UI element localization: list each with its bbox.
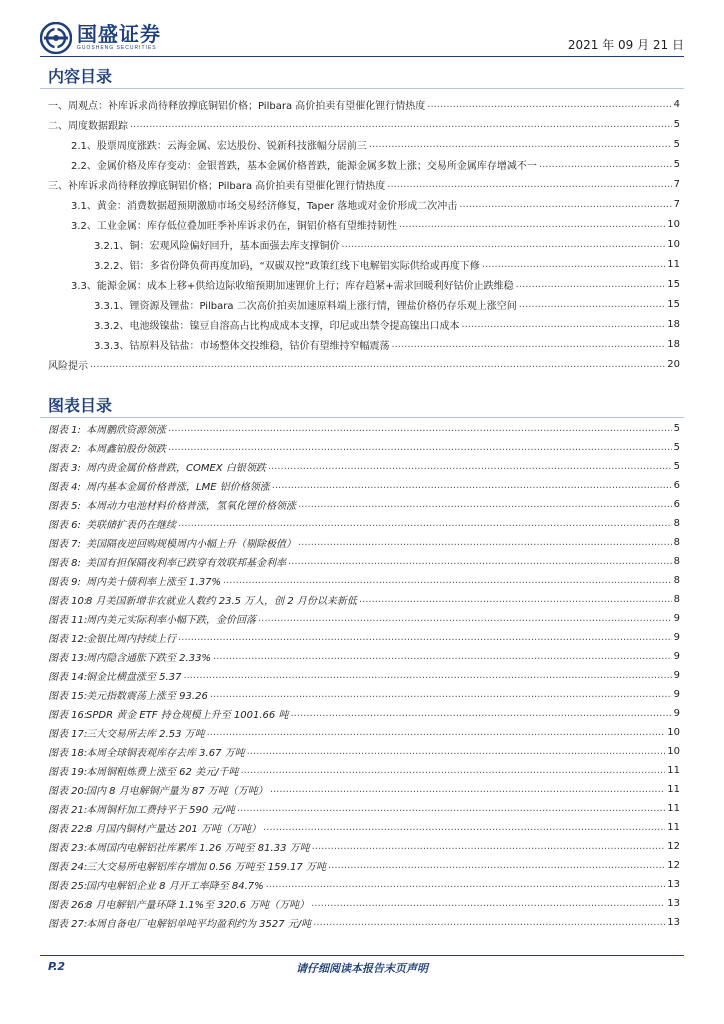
toc-entry[interactable] (48, 154, 680, 174)
figure-entry-caption: 金银比周内持续上行 (86, 634, 176, 645)
figure-entry-label: 图表 24: (48, 862, 88, 873)
dot-leader (178, 632, 672, 643)
toc-entry[interactable] (48, 174, 680, 194)
toc-entry[interactable] (48, 134, 680, 154)
figure-entry[interactable] (48, 818, 680, 837)
toc-entry-page: 18 (667, 338, 680, 350)
dot-leader (328, 860, 665, 871)
figure-entry-page: 11 (667, 803, 680, 814)
figure-entry-page: 11 (667, 765, 680, 776)
dot-leader (183, 670, 671, 681)
figure-entry-page: 9 (673, 651, 680, 662)
figure-entry-label: 图表 8: (48, 558, 81, 569)
figure-entry-label: 图表 6: (48, 520, 81, 531)
figure-entry-label: 图表 21: (48, 805, 88, 816)
toc-entry-page: 18 (667, 318, 680, 330)
figure-entry-caption: 美元指数震荡上涨至 93.26 (86, 691, 208, 702)
figure-entry[interactable] (48, 704, 680, 723)
dot-leader (341, 239, 665, 250)
figure-entry-label: 图表 7: (48, 539, 81, 550)
toc-entry-page: 20 (667, 358, 680, 370)
toc-entry[interactable] (48, 354, 680, 374)
figure-entry-page: 12 (667, 841, 680, 852)
toc-entry[interactable] (48, 254, 680, 274)
figure-entry[interactable] (48, 780, 680, 799)
figure-entry[interactable] (48, 666, 680, 685)
figure-entry-page: 6 (673, 499, 680, 510)
toc-entry[interactable] (48, 334, 680, 354)
figure-entry-caption: 8 月电解铝产量环降 1.1%至 320.6 万吨（万吨） (86, 900, 310, 911)
dot-leader (387, 179, 671, 190)
figure-entry-caption: 本周动力电池材料价格普涨，氢氧化锂价格领涨 (86, 501, 296, 512)
dot-leader (313, 917, 665, 928)
header-divider (40, 56, 684, 57)
figure-entry[interactable] (48, 590, 680, 609)
figure-entry[interactable] (48, 495, 680, 514)
toc-entry-title: 3.2、工业金属：库存低位叠加旺季补库诉求仍在，铜铝价格有望维持韧性 (71, 220, 397, 232)
figure-entry[interactable] (48, 533, 680, 552)
toc-entry[interactable] (48, 274, 680, 294)
toc-entry-title: 2.1、股票周度涨跌：云海金属、宏达股份、锐新科技涨幅分居前三 (71, 140, 367, 152)
figure-entry-label: 图表 19: (48, 767, 88, 778)
figure-entry-caption: 美联储扩表仍在继续 (86, 520, 176, 531)
page-number: P.2 (48, 960, 66, 973)
dot-leader (168, 423, 672, 434)
dot-leader (213, 651, 672, 662)
figure-entry-label: 图表 22: (48, 824, 88, 835)
figure-entry-label: 图表 17: (48, 729, 88, 740)
figure-entry[interactable] (48, 761, 680, 780)
toc-entry-page: 15 (667, 298, 680, 310)
figure-entry[interactable] (48, 647, 680, 666)
figure-entry-label: 图表 9: (48, 577, 81, 588)
toc-entry-title: 3.3、能源金属：成本上移+供给边际收缩预期加速锂价上行；库存趋紧+需求回暖利好钴价止跌维稳 (71, 280, 514, 292)
dot-leader (391, 339, 665, 350)
toc-entry-page: 4 (673, 98, 680, 110)
figure-entry-page: 12 (667, 860, 680, 871)
toc-entry-page: 5 (673, 138, 680, 150)
figure-entry-label: 图表 1: (48, 425, 81, 436)
figure-entry-caption: 本周铜粗炼费上涨至 62 美元/千吨 (86, 767, 239, 778)
figure-entry-page: 11 (667, 784, 680, 795)
figure-entry-caption: 三大交易所去库 2.53 万吨 (86, 729, 205, 740)
toc-entry[interactable] (48, 314, 680, 334)
dot-leader (482, 259, 665, 270)
figure-entry-caption: 本周全球铜表观库存去库 3.67 万吨 (86, 748, 245, 759)
dot-leader (399, 219, 665, 230)
contents-divider (40, 88, 684, 89)
figure-entry[interactable] (48, 856, 680, 875)
dot-leader (290, 708, 671, 719)
dot-leader (359, 594, 672, 605)
figure-entry-page: 5 (673, 461, 680, 472)
dot-leader (90, 359, 665, 370)
toc-entry-title: 3.2.1、铜：宏观风险偏好回升，基本面强去库支撑铜价 (94, 240, 340, 252)
dot-leader (223, 575, 672, 586)
logo-english-name: GUOSHENG SECURITIES (77, 45, 157, 51)
disclaimer-note: 请仔细阅读本报告末页声明 (296, 962, 428, 975)
figure-entry-page: 8 (673, 556, 680, 567)
figure-entry[interactable] (48, 837, 680, 856)
toc-entry[interactable] (48, 234, 680, 254)
figure-entry-label: 图表 12: (48, 634, 88, 645)
figure-entry-label: 图表 4: (48, 482, 81, 493)
toc-entry-page: 15 (667, 278, 680, 290)
dot-leader (459, 199, 671, 210)
dot-leader (207, 727, 666, 738)
dot-leader (539, 159, 672, 170)
figure-entry-caption: 美国有担保隔夜利率已跌穿有效联邦基金利率 (86, 558, 286, 569)
toc-entry-title: 3.3.1、锂资源及锂盐：Pilbara 二次高价拍卖加速原料端上涨行情，锂盐价格仍存乐观上涨空间 (94, 300, 517, 312)
figure-entry-caption: 国内 8 月电解铜产量为 87 万吨（万吨） (86, 786, 268, 797)
dot-leader (461, 319, 665, 330)
toc-entry-title: 3.2.2、铝：多省份降负荷再度加码，“双碳双控”政策红线下电解铝实际供给或再度下修 (94, 260, 480, 272)
dot-leader (268, 461, 672, 472)
figure-entry-caption: 周内美十债利率上涨至 1.37% (86, 577, 221, 588)
figure-entry-caption: 本周自备电厂电解铝单吨平均盈利约为 3527 元/吨 (86, 919, 312, 930)
dot-leader (168, 442, 672, 453)
table-of-contents (48, 94, 680, 374)
toc-entry-title: 二、周度数据跟踪 (48, 120, 128, 132)
figure-entry[interactable] (48, 609, 680, 628)
figure-entry[interactable] (48, 571, 680, 590)
logo-chinese-name: 国盛证券 (77, 22, 161, 46)
toc-entry-page: 7 (673, 178, 680, 190)
contents-title: 内容目录 (48, 67, 113, 86)
toc-entry-title: 一、周观点：补库诉求尚待释放撑底铜铝价格；Pilbara 高价拍卖有望催化锂行情热度 (48, 100, 426, 112)
page-header (40, 22, 684, 56)
dot-leader (210, 689, 672, 700)
figures-divider (40, 417, 684, 418)
figure-entry-label: 图表 10: (48, 596, 88, 607)
dot-leader (270, 784, 665, 795)
toc-entry-page: 11 (667, 258, 680, 270)
figure-entry-page: 8 (673, 594, 680, 605)
toc-entry-title: 风险提示 (48, 360, 88, 372)
dot-leader (519, 299, 666, 310)
dot-leader (266, 879, 666, 890)
figure-entry-page: 10 (667, 727, 680, 738)
figure-entry-page: 9 (673, 689, 680, 700)
toc-entry-title: 3.3.2、电池级镍盐：镍豆自溶高占比构成成本支撑，印尼或出禁令提高镍出口成本 (94, 320, 460, 332)
figure-entry-caption: 本周鹏欣资源领涨 (86, 425, 166, 436)
figure-entry-label: 图表 14: (48, 672, 88, 683)
toc-entry-title: 3.1、黄金：消费数据超预期激励市场交易经济修复，Taper 落地或对金价形成二次冲击 (71, 200, 458, 212)
figure-entry-page: 8 (673, 575, 680, 586)
figure-entry[interactable] (48, 419, 680, 438)
figure-entry-page: 9 (673, 708, 680, 719)
figure-entry-label: 图表 13: (48, 653, 88, 664)
guosheng-logo-icon (40, 22, 72, 54)
toc-entry-title: 三、补库诉求尚待释放撑底铜铝价格；Pilbara 高价拍卖有望催化锂行情热度 (48, 180, 386, 192)
toc-entry-title: 3.3.3、钴原料及钴盐：市场整体交投维稳，钴价有望维持窄幅震荡 (94, 340, 390, 352)
dot-leader (288, 556, 672, 567)
figure-entry-page: 9 (673, 670, 680, 681)
figure-entry[interactable] (48, 552, 680, 571)
toc-entry[interactable] (48, 294, 680, 314)
figure-entry-label: 图表 15: (48, 691, 88, 702)
dot-leader (298, 499, 672, 510)
figure-entry-page: 8 (673, 518, 680, 529)
figure-entry-caption: 美国隔夜逆回购规模周内小幅上升（剔除极值） (86, 539, 296, 550)
dot-leader (130, 119, 672, 130)
figure-entry-caption: 本周国内电解铝社库累库 1.26 万吨至 81.33 万吨 (86, 843, 310, 854)
figure-entry-label: 图表 18: (48, 748, 88, 759)
figure-entry-page: 8 (673, 537, 680, 548)
figure-entry-page: 9 (673, 632, 680, 643)
figure-entry-label: 图表 2: (48, 444, 81, 455)
figure-entry-caption: 铜金比横盘涨至 5.37 (86, 672, 182, 683)
figure-entry-label: 图表 11: (48, 615, 88, 626)
figure-entry-page: 13 (667, 917, 680, 928)
figure-entry[interactable] (48, 476, 680, 495)
toc-entry-page: 10 (667, 238, 680, 250)
figure-entry-page: 10 (667, 746, 680, 757)
figure-entry-label: 图表 23: (48, 843, 88, 854)
figure-entry[interactable] (48, 913, 680, 932)
dot-leader (312, 841, 666, 852)
figure-entry-label: 图表 25: (48, 881, 88, 892)
figure-entry[interactable] (48, 628, 680, 647)
dot-leader (263, 822, 665, 833)
figure-entry-caption: 国内电解铝企业 8 月开工率降至 84.7% (86, 881, 264, 892)
figure-entry-page: 11 (667, 822, 680, 833)
figure-entry-caption: 周内隐含通胀下跌至 2.33% (86, 653, 211, 664)
figure-entry-caption: SPDR 黄金 ETF 持仓规模上升至 1001.66 吨 (86, 710, 289, 721)
figure-entry[interactable] (48, 875, 680, 894)
figure-entry[interactable] (48, 457, 680, 476)
figure-entry[interactable] (48, 799, 680, 818)
figure-entry[interactable] (48, 742, 680, 761)
figure-entry-label: 图表 5: (48, 501, 81, 512)
dot-leader (247, 746, 666, 757)
figure-entry-caption: 8 月国内铜材产量达 201 万吨（万吨） (86, 824, 261, 835)
figure-entry-caption: 本周铜杆加工费持平于 590 元/吨 (86, 805, 235, 816)
figure-entry-label: 图表 27: (48, 919, 88, 930)
figure-entry-caption: 本周鑫铂股份领跌 (86, 444, 166, 455)
toc-entry-title: 2.2、金属价格及库存变动：金银普跌，基本金属价格普跌，能源金属多数上涨；交易所金属库存增减不一 (71, 160, 537, 172)
toc-entry[interactable] (48, 194, 680, 214)
dot-leader (516, 279, 666, 290)
dot-leader (237, 803, 665, 814)
dot-leader (178, 518, 672, 529)
toc-entry-page: 5 (673, 118, 680, 130)
figure-entry-label: 图表 26: (48, 900, 88, 911)
figures-title: 图表目录 (48, 396, 113, 415)
figure-entry[interactable] (48, 685, 680, 704)
dot-leader (369, 139, 672, 150)
figure-entry-page: 5 (673, 423, 680, 434)
figure-entry[interactable] (48, 438, 680, 457)
figure-entry-caption: 8 月美国新增非农就业人数约 23.5 万人，创 2 月份以来新低 (86, 596, 357, 607)
figure-entry-caption: 周内美元实际利率小幅下跌，金价回落 (86, 615, 256, 626)
figure-entry[interactable] (48, 514, 680, 533)
dot-leader (272, 480, 672, 491)
dot-leader (427, 99, 671, 110)
dot-leader (258, 613, 672, 624)
figure-entry-page: 13 (667, 879, 680, 890)
figure-entry-caption: 周内贵金属价格普跌，COMEX 白银领跌 (86, 463, 266, 474)
toc-entry[interactable] (48, 214, 680, 234)
toc-entry[interactable] (48, 114, 680, 134)
figure-entry[interactable] (48, 723, 680, 742)
figure-entry-page: 13 (667, 898, 680, 909)
figure-entry-caption: 周内基本金属价格普涨，LME 铝价格领涨 (86, 482, 270, 493)
figure-entry-page: 9 (673, 613, 680, 624)
figure-entry-label: 图表 16: (48, 710, 88, 721)
footer-divider (40, 955, 684, 956)
toc-entry[interactable] (48, 94, 680, 114)
figure-entry-caption: 三大交易所电解铝库存增加 0.56 万吨至 159.17 万吨 (86, 862, 326, 873)
figure-entry-page: 6 (673, 480, 680, 491)
list-of-figures (48, 419, 680, 932)
company-logo (40, 22, 161, 54)
figure-entry[interactable] (48, 894, 680, 913)
dot-leader (240, 765, 665, 776)
dot-leader (311, 898, 665, 909)
toc-entry-page: 5 (673, 158, 680, 170)
figure-entry-page: 5 (673, 442, 680, 453)
report-date: 2021 年 09 月 21 日 (567, 38, 684, 52)
figure-entry-label: 图表 3: (48, 463, 81, 474)
dot-leader (298, 537, 672, 548)
figure-entry-label: 图表 20: (48, 786, 88, 797)
toc-entry-page: 7 (673, 198, 680, 210)
toc-entry-page: 10 (667, 218, 680, 230)
